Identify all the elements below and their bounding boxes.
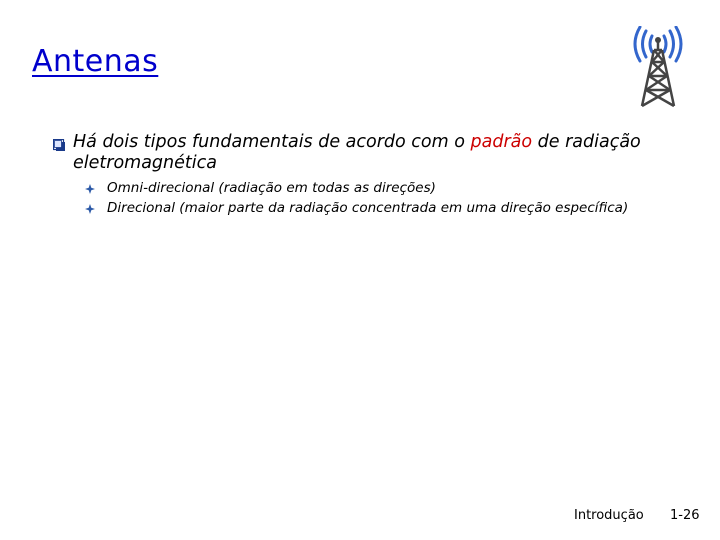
- main-point-highlight: padrão: [470, 132, 533, 152]
- antenna-tower-icon: [626, 26, 690, 108]
- main-point: [73, 132, 693, 174]
- page-number: 1-26: [670, 508, 700, 523]
- sub-point-text: Direcional (maior parte da radiação concentrada em uma direção específica): [107, 200, 629, 216]
- list-item: [85, 200, 645, 217]
- diamond-bullet-icon: [85, 204, 95, 214]
- square-bullet-icon: [53, 139, 65, 151]
- sub-point-text: Omni-direcional (radiação em todas as direções): [107, 180, 436, 196]
- diamond-bullet-icon: [85, 184, 95, 194]
- footer-section-label: Introdução: [574, 508, 644, 523]
- sub-point-list: [85, 180, 645, 220]
- main-point-text-after: de radiação eletromagnética: [73, 132, 641, 173]
- slide-title: Antenas: [32, 44, 159, 79]
- main-point-text-before: Há dois tipos fundamentais de acordo com o: [73, 132, 471, 152]
- list-item: [85, 180, 645, 197]
